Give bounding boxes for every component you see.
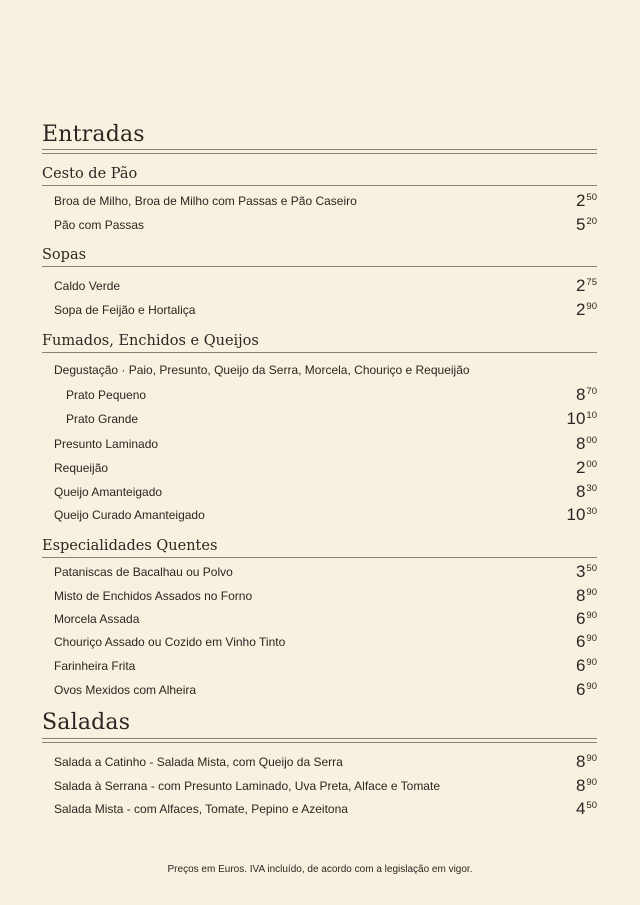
subsection-title-quentes: Especialidades Quentes [42, 538, 218, 554]
menu-item [54, 680, 597, 700]
section-title-saladas: Saladas [42, 710, 131, 735]
item-name: Chouriço Assado ou Cozido em Vinho Tinto [54, 635, 286, 649]
menu-item [66, 385, 597, 405]
item-name: Degustação · Paio, Presunto, Queijo da Serra, Morcela, Chouriço e Requeijão [54, 363, 470, 377]
item-name: Morcela Assada [54, 612, 140, 626]
section-title-entradas: Entradas [42, 122, 145, 147]
menu-item [54, 586, 597, 606]
menu-item [66, 409, 597, 429]
subsection-title-fumados: Fumados, Enchidos e Queijos [42, 333, 259, 349]
menu-item [54, 505, 597, 525]
item-name: Presunto Laminado [54, 437, 159, 451]
footer-note: Preços em Euros. IVA incluído, de acordo com a legislação em vigor. [167, 864, 473, 875]
item-name: Ovos Mexidos com Alheira [54, 683, 197, 697]
menu-item [54, 656, 597, 676]
subsection-divider [42, 352, 597, 353]
menu-item [54, 191, 597, 211]
item-price: $6^{90}$ [575, 609, 597, 628]
subsection-divider [42, 266, 597, 267]
item-price: $2^{00}$ [575, 458, 597, 477]
item-price: $6^{90}$ [575, 680, 597, 699]
item-price: $4^{50}$ [575, 799, 597, 818]
menu-item [54, 752, 597, 772]
item-name: Broa de Milho, Broa de Milho com Passas e Pão Caseiro [54, 194, 357, 208]
item-name: Pataniscas de Bacalhau ou Polvo [54, 565, 233, 579]
menu-item [54, 434, 597, 454]
item-price: $8^{90}$ [575, 776, 597, 795]
item-price: $8^{90}$ [575, 752, 597, 771]
item-name: Pão com Passas [54, 218, 145, 232]
menu-item [54, 632, 597, 652]
item-name: Sopa de Feijão e Hortaliça [54, 303, 196, 317]
section-divider [42, 738, 597, 743]
item-price: $8^{70}$ [575, 385, 597, 404]
item-price: $8^{90}$ [575, 586, 597, 605]
subsection-divider [42, 185, 597, 186]
subsection-title-sopas: Sopas [42, 247, 87, 263]
menu-item-degustacao [54, 360, 597, 380]
section-divider [42, 149, 597, 154]
item-name: Misto de Enchidos Assados no Forno [54, 589, 253, 603]
item-price: $3^{50}$ [575, 562, 597, 581]
menu-item [54, 799, 597, 819]
menu-item [54, 215, 597, 235]
item-price: $10^{10}$ [566, 409, 597, 428]
item-name: Caldo Verde [54, 279, 121, 293]
item-price: $6^{90}$ [575, 632, 597, 651]
item-name: Prato Grande [66, 412, 139, 426]
item-name: Queijo Curado Amanteigado [54, 508, 205, 522]
item-price: $5^{20}$ [575, 215, 597, 234]
menu-item [54, 482, 597, 502]
menu-item [54, 458, 597, 478]
subsection-divider [42, 557, 597, 558]
item-price: $6^{90}$ [575, 656, 597, 675]
menu-item [54, 776, 597, 796]
item-name: Salada Mista - com Alfaces, Tomate, Pepino e Azeitona [54, 802, 348, 816]
item-price: $8^{30}$ [575, 482, 597, 501]
menu-item [54, 609, 597, 629]
item-name: Requeijão [54, 461, 109, 475]
item-name: Salada a Catinho - Salada Mista, com Queijo da Serra [54, 755, 343, 769]
menu-item [54, 300, 597, 320]
menu-item [54, 276, 597, 296]
item-price: $10^{30}$ [566, 505, 597, 524]
menu-item [54, 562, 597, 582]
item-price: $2^{50}$ [575, 191, 597, 210]
item-name: Salada à Serrana - com Presunto Laminado, Uva Preta, Alface e Tomate [54, 779, 440, 793]
item-name: Queijo Amanteigado [54, 485, 163, 499]
item-price: $2^{75}$ [575, 276, 597, 295]
item-name: Farinheira Frita [54, 659, 136, 673]
subsection-title-cesto: Cesto de Pão [42, 166, 138, 182]
item-price: $8^{00}$ [575, 434, 597, 453]
item-name: Prato Pequeno [66, 388, 147, 402]
item-price: $2^{90}$ [575, 300, 597, 319]
